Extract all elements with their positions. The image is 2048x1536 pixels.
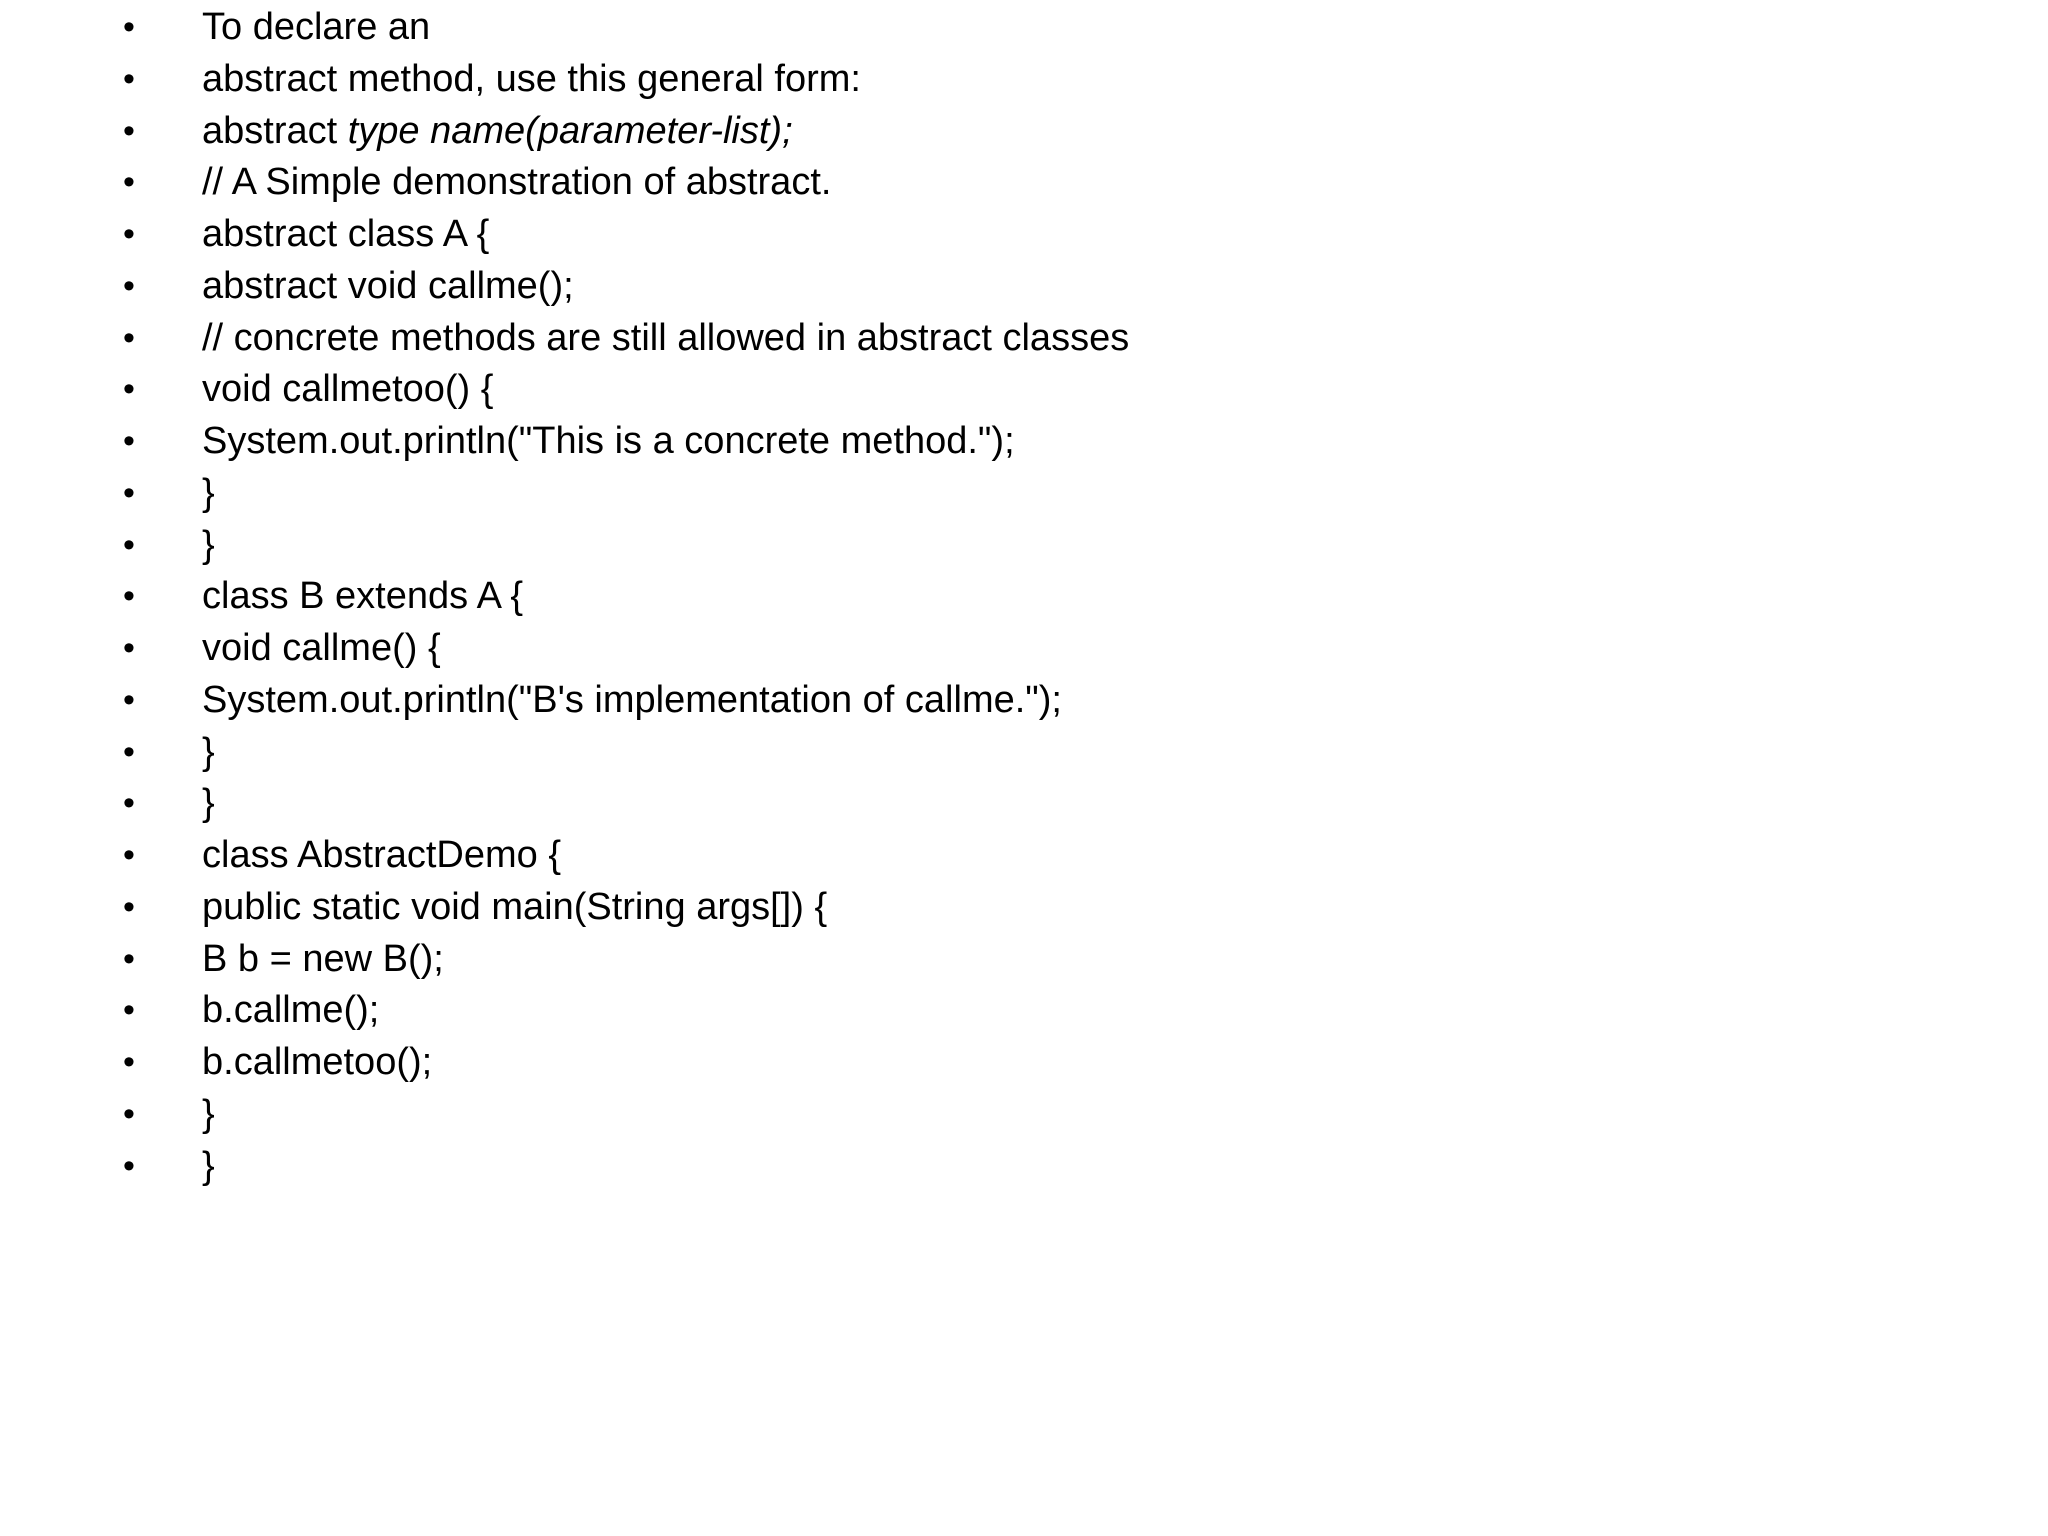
- bullet-icon: •: [123, 887, 135, 926]
- bullet-text: [202, 520, 215, 572]
- bullet-line: [118, 364, 1129, 416]
- text-segment: System.out.println("B's implementation of callme.");: [202, 678, 1062, 721]
- bullet-text: [202, 934, 444, 986]
- bullet-icon: •: [123, 577, 135, 616]
- bullet-line: [118, 416, 1129, 468]
- bullet-line: [118, 1141, 1129, 1193]
- bullet-text: [202, 623, 441, 675]
- bullet-line: [118, 623, 1129, 675]
- bullet-line: [118, 468, 1129, 520]
- bullet-text: [202, 830, 561, 882]
- bullet-text: [202, 209, 489, 261]
- bullet-text: [202, 1141, 215, 1193]
- text-segment: System.out.println("This is a concrete method.");: [202, 420, 1015, 462]
- bullet-icon: •: [123, 163, 135, 202]
- text-segment: abstract void callme();: [202, 264, 574, 307]
- bullet-icon: •: [123, 525, 135, 564]
- text-segment: b.callme();: [202, 989, 380, 1032]
- bullet-line: [118, 2, 1129, 54]
- bullet-text: [202, 675, 1062, 727]
- bullet-text: [202, 727, 215, 779]
- bullet-icon: •: [123, 1146, 135, 1185]
- bullet-icon: •: [123, 991, 135, 1030]
- bullet-icon: •: [123, 111, 135, 150]
- bullet-line: [118, 727, 1129, 779]
- bullet-icon: •: [123, 473, 135, 512]
- text-segment: void callmetoo() {: [202, 368, 494, 411]
- bullet-text: [202, 261, 574, 313]
- bullet-line: [118, 1089, 1129, 1141]
- bullet-icon: •: [123, 370, 135, 409]
- bullet-icon: •: [123, 939, 135, 978]
- bullet-text: [202, 571, 523, 623]
- text-segment: B b = new B();: [202, 937, 444, 980]
- bullet-text: [202, 985, 379, 1037]
- text-segment: // concrete methods are still allowed in abstract classes: [202, 316, 1130, 359]
- bullet-icon: •: [123, 629, 135, 667]
- bullet-icon: •: [123, 266, 135, 305]
- bullet-line: [118, 882, 1129, 934]
- bullet-icon: •: [123, 836, 135, 874]
- text-segment: b.callmetoo();: [202, 1041, 433, 1083]
- bullet-line: [118, 675, 1129, 727]
- text-segment: }: [202, 1144, 215, 1187]
- bullet-text: [202, 54, 861, 106]
- bullet-text: [202, 1037, 432, 1089]
- bullet-line: [118, 1037, 1129, 1089]
- text-segment: public static void main(String args[]) {: [202, 885, 828, 928]
- bullet-text: [202, 2, 430, 54]
- text-segment: }: [202, 471, 215, 514]
- text-segment: abstract: [202, 109, 348, 152]
- text-segment: }: [202, 1092, 215, 1135]
- bullet-icon: •: [123, 8, 135, 46]
- bullet-text: [202, 313, 1129, 365]
- bullet-icon: •: [123, 215, 135, 253]
- bullet-line: [118, 261, 1129, 313]
- text-segment: }: [202, 523, 215, 566]
- bullet-line: [118, 209, 1129, 261]
- bullet-icon: •: [123, 59, 135, 98]
- bullet-icon: •: [123, 1043, 135, 1081]
- text-segment: abstract method, use this general form:: [202, 57, 861, 100]
- bullet-line: [118, 934, 1129, 986]
- text-segment: class B extends A {: [202, 575, 524, 618]
- bullet-line: [118, 157, 1129, 209]
- bullet-text: [202, 106, 793, 158]
- text-segment: // A Simple demonstration of abstract.: [202, 161, 832, 204]
- italic-text-segment: type name(parameter-list);: [347, 109, 793, 152]
- bullet-text: [202, 364, 493, 416]
- bullet-icon: •: [123, 1094, 135, 1133]
- bullet-icon: •: [123, 680, 135, 719]
- bullet-text: [202, 882, 827, 934]
- bullet-icon: •: [123, 422, 135, 460]
- bullet-text: [202, 416, 1015, 468]
- text-segment: class AbstractDemo {: [202, 834, 562, 876]
- bullet-icon: •: [123, 784, 135, 823]
- bullet-line: [118, 106, 1129, 158]
- bullet-line: [118, 520, 1129, 572]
- bullet-line: [118, 313, 1129, 365]
- bullet-line: [118, 571, 1129, 623]
- bullet-line: [118, 830, 1129, 882]
- bullet-text: [202, 778, 215, 830]
- text-segment: To declare an: [202, 6, 431, 48]
- text-segment: abstract class A {: [202, 213, 490, 255]
- bullet-line: [118, 54, 1129, 106]
- bullet-icon: •: [123, 318, 135, 357]
- bullet-list: [118, 2, 1129, 1192]
- bullet-text: [202, 157, 831, 209]
- text-segment: }: [202, 782, 215, 825]
- text-segment: }: [202, 730, 215, 773]
- bullet-icon: •: [123, 732, 135, 771]
- bullet-text: [202, 468, 215, 520]
- bullet-text: [202, 1089, 215, 1141]
- text-segment: void callme() {: [202, 627, 441, 669]
- bullet-line: [118, 985, 1129, 1037]
- bullet-line: [118, 778, 1129, 830]
